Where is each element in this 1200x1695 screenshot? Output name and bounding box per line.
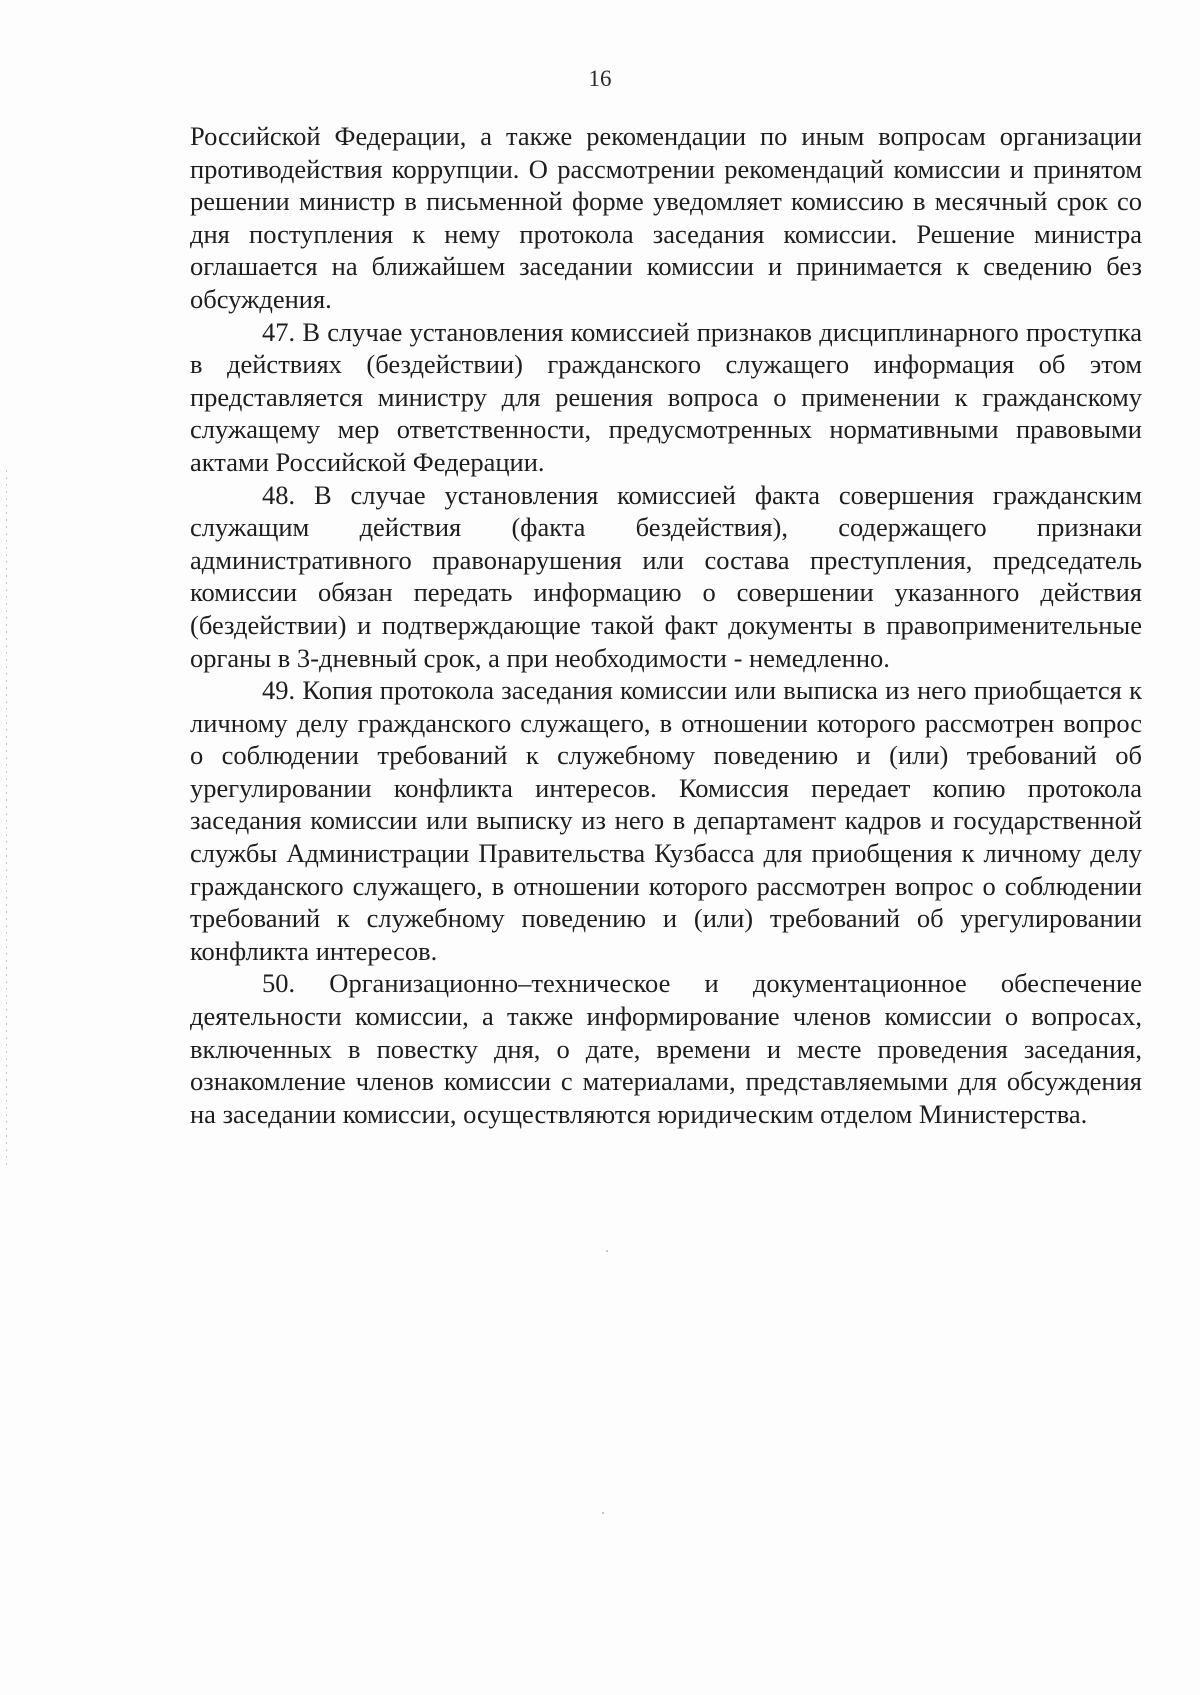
paragraph-48: 48. В случае установления комиссией факта совершения гражданским служащим действия (факта бездействия), содержащего признаки административного правонарушения или состава преступления, председатель комиссии обязан передать информацию о совершении указанного действия (бездействии) и подтверждающие такой факт документы в правоприменительные органы в 3-дневный срок, а при необходимости - немедленно. [190,479,1142,673]
scan-speck [602,1512,604,1514]
page-number: 16 [588,66,612,91]
scan-speck [606,1250,608,1252]
paragraph-50: 50. Организационно–техническое и документационное обеспечение деятельности комиссии, а также информирование членов комиссии о вопросах, включенных в повестку дня, о дате, времени и месте проведения заседания, ознакомление членов комиссии с материалами, представляемыми для обсуждения на заседании комиссии, осуществляются юридическим отделом Министерства. [190,968,1142,1129]
paragraph-49: 49. Копия протокола заседания комиссии или выписка из него приобщается к личному делу гражданского служащего, в отношении которого рассмотрен вопрос о соблюдении требований к служебному поведению и (или) требований об урегулировании конфликта интересов. Комиссия передает копию протокола заседания комиссии или выписку из него в департамент кадров и государственной службы Администрации Правительства Кузбасса для приобщения к личному делу гражданского служащего, в отношении которого рассмотрен вопрос о соблюдении требований к служебному поведению и (или) требований об урегулировании конфликта интересов. [190,675,1142,966]
document-body [190,120,1142,1130]
scan-edge-mark [6,470,7,1170]
paragraph-47: 47. В случае установления комиссией признаков дисциплинарного проступка в действиях (бездействии) гражданского служащего информация об этом представляется министру для решения вопроса о применении к гражданскому служащему мер ответственности, предусмотренных нормативными правовыми актами Российской Федерации. [190,316,1142,477]
paragraph-continuation: Российской Федерации, а также рекомендации по иным вопросам организации противодействия коррупции. О рассмотрении рекомендаций комиссии и принятом решении министр в письменной форме уведомляет комиссию в месячный срок со дня поступления к нему протокола заседания комиссии. Решение министра оглашается на ближайшем заседании комиссии и принимается к сведению без обсуждения. [190,121,1142,314]
